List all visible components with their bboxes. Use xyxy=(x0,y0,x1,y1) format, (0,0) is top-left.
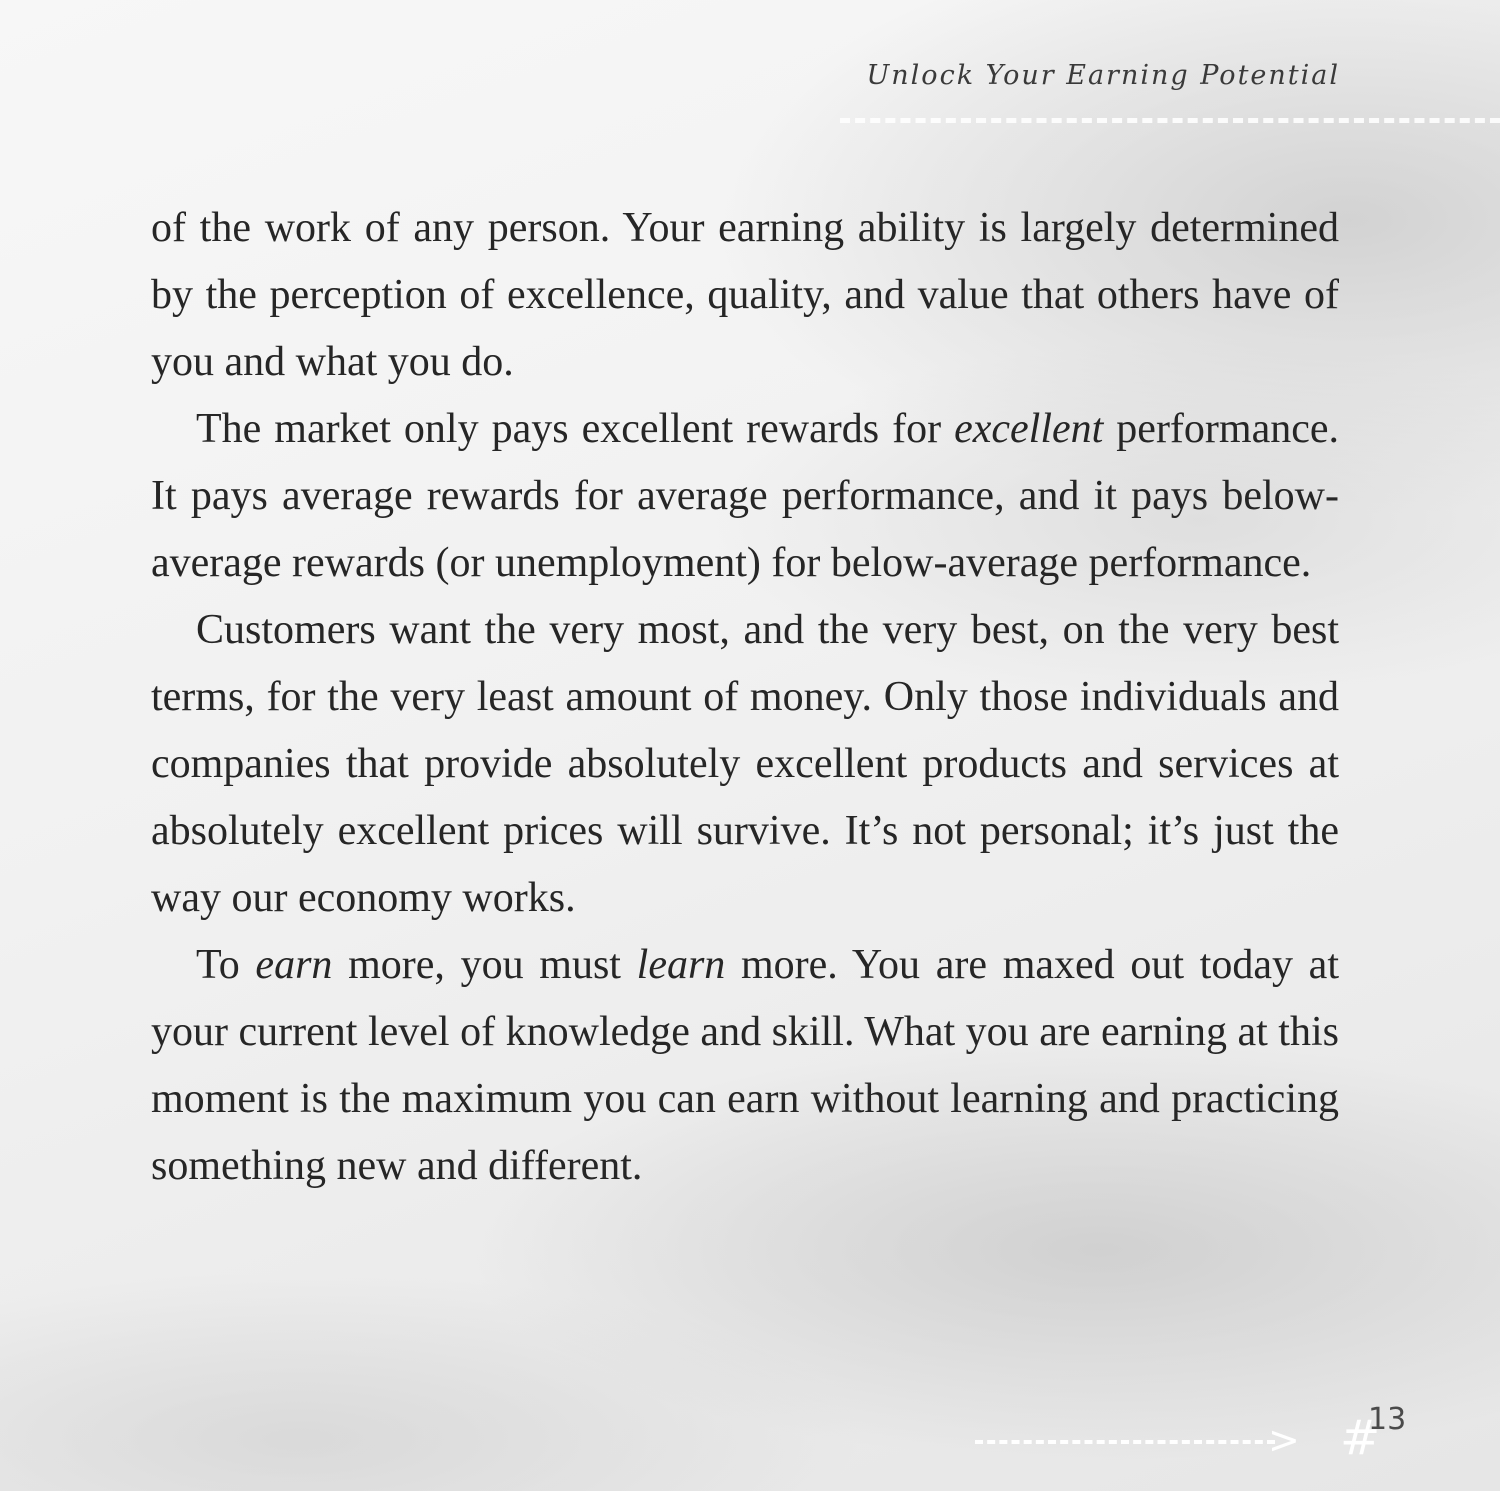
hash-icon: # xyxy=(1340,1410,1381,1466)
paragraph-4-text-a: To xyxy=(196,942,256,988)
arrow-icon: > xyxy=(1268,1418,1300,1462)
paragraph-3: Customers want the very most, and the very best, on the very best terms, for the very least amount of money. Only those individuals and companies that provide absolutely excellent products and services at absolutely excellent prices will survive. It’s not personal; it’s just the way our economy works. xyxy=(151,607,1339,921)
paragraph-2 xyxy=(151,396,1339,597)
running-head: Unlock Your Earning Potential xyxy=(866,60,1340,91)
paragraph-4-text-b: more, you must xyxy=(332,942,637,988)
paragraph-4-emphasis-earn: earn xyxy=(255,942,333,988)
page-number: 13 xyxy=(1368,1402,1407,1437)
footer-dashed-rule xyxy=(975,1440,1275,1444)
paragraph-2-text-b: performance. It pays average rewards for average performance, and it pays below-average rewards (or unemployment) for below-average performance. xyxy=(151,406,1339,586)
paragraph-2-emphasis: excellent xyxy=(954,406,1104,452)
paragraph-2-text-a: The market only pays excellent rewards for xyxy=(196,406,955,452)
body-text xyxy=(151,195,1339,1200)
paragraph-4 xyxy=(151,932,1339,1200)
paragraph-1: of the work of any person. Your earning ability is largely determined by the perception of excellence, quality, and value that others have of you and what you do. xyxy=(151,205,1339,385)
header-dashed-rule xyxy=(840,118,1500,123)
paragraph-4-text-c: more. You are maxed out today at your current level of knowledge and skill. What you are earning at this moment is the maximum you can earn without learning and practicing something new and different. xyxy=(151,942,1339,1189)
paragraph-4-emphasis-learn: learn xyxy=(636,942,726,988)
